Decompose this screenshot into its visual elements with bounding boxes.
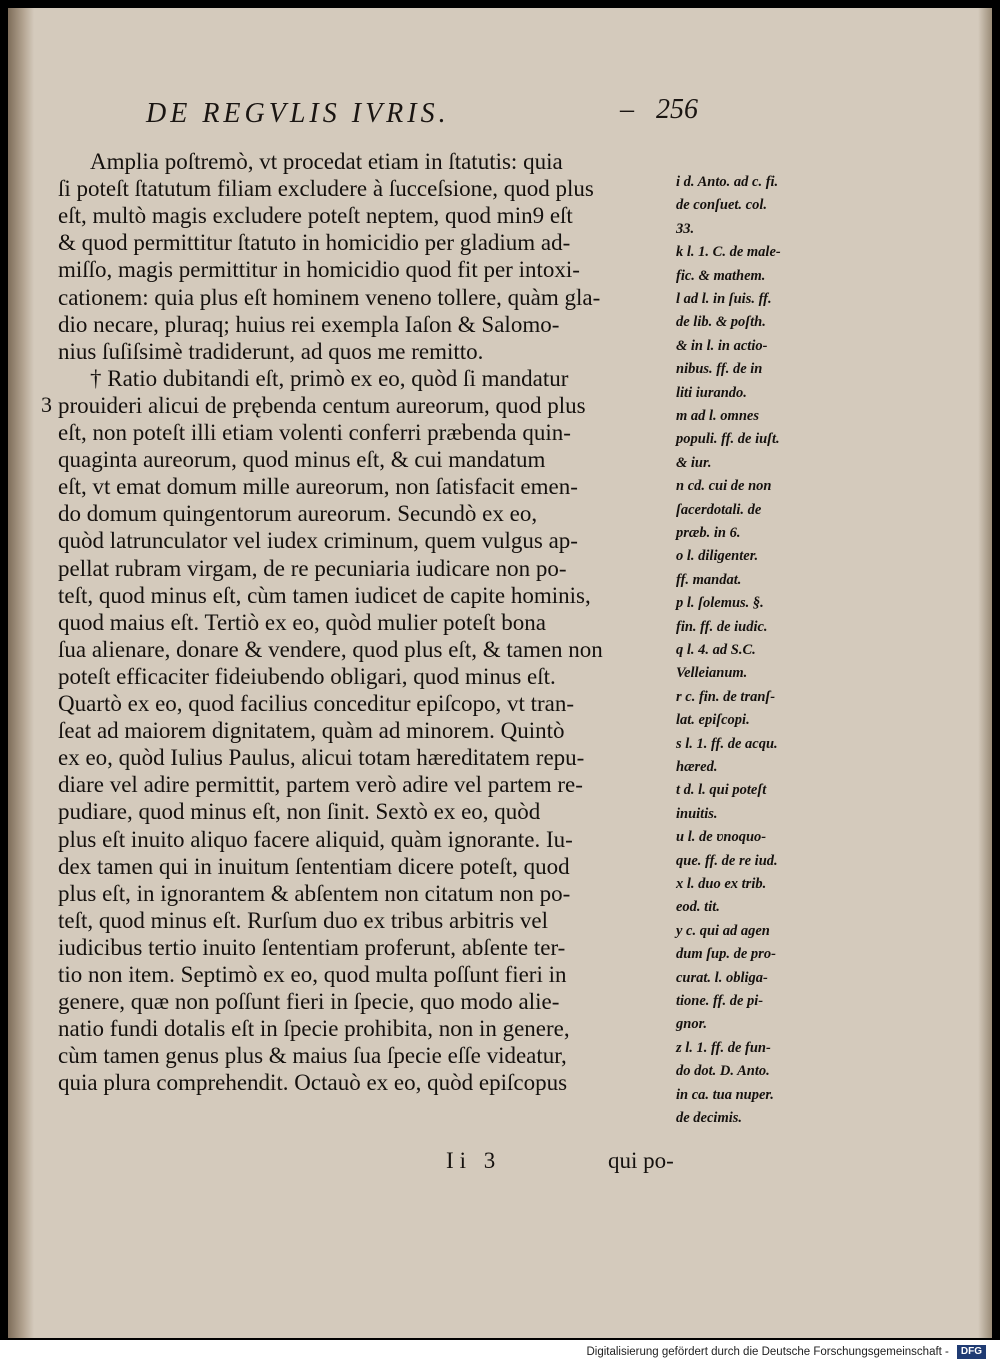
margin-note-line: inuitis. [676,805,718,822]
margin-note-line: fic. & mathem. [676,267,766,284]
margin-note-line: hæred. [676,759,718,775]
margin-note-line: curat. l. obliga- [676,969,768,986]
text-line: Amplia poſtremò, vt procedat etiam in ſtatutis: quia [90,149,563,174]
margin-note-line: eod. tit. [676,899,720,916]
margin-note-line: p l. ſolemus. §. [676,595,764,612]
margin-note-line: s l. 1. ff. de acqu. [676,735,778,752]
text-line: dio necare, pluraq; huius rei exempla Iaſon & Salomo- [58,311,560,337]
text-line: eſt, multò magis excludere poteſt neptem, quod min9 eſt [58,203,573,229]
footer-text: Digitalisierung gefördert durch die Deutsche Forschungsgemeinschaft - [586,1346,949,1358]
text-line: poteſt efficaciter fideiubendo obligari, quod minus eſt. [58,663,556,689]
text-line: quòd latrunculator vel iudex criminum, quem vulgus ap- [58,528,578,554]
footer-bar [0,1340,1000,1365]
margin-note-line: y c. qui ad agen [676,922,770,939]
margin-note-line: ff. mandat. [676,571,742,588]
margin-note-line: i d. Anto. ad c. fi. [676,174,779,190]
catchword: qui po- [608,1148,674,1173]
text-line: quod maius eſt. Tertiò ex eo, quòd mulier poteſt bona [58,609,546,635]
text-line: tio non item. Septimò ex eo, quod multa poſſunt fieri in [58,962,567,987]
margin-note-line: nibus. ff. de in [676,361,763,378]
margin-note-line: liti iurando. [676,384,747,401]
margin-note-line: in ca. tua nuper. [676,1086,774,1103]
margin-note-line: gnor. [676,1016,708,1033]
text-line: miſſo, magis permittitur in homicidio quod fit per intoxi- [58,257,580,283]
margin-note-line: 33. [676,220,695,237]
margin-note-line: r c. fin. de tranſ- [676,688,776,705]
page-number-value: 256 [656,94,698,125]
margin-note-line: & iur. [676,454,712,471]
text-line: pudiare, quod minus eſt, non ſinit. Sextò ex eo, quòd [58,799,541,825]
signature-mark: Ii 3 [446,1148,502,1173]
text-line: natio fundi dotalis eſt in ſpecie prohibita, non in genere, [58,1016,570,1042]
text-line: nius ſuſiſsimè tradiderunt, ad quos me remitto. [58,338,484,364]
margin-note-line: de lib. & poſth. [676,314,766,331]
text-line: ſua alienare, donare & vendere, quod plus eſt, & tamen non [58,636,603,662]
margin-note-line: populi. ff. de iuſt. [676,431,780,448]
margin-note-line: m ad l. omnes [676,408,759,424]
margin-note-line: de conſuet. col. [676,197,768,214]
text-line: iudicibus tertio inuito ſententiam proferunt, abſente ter- [58,934,566,960]
text-line: ſi poteſt ſtatutum filiam excludere à ſucceſsione, quod plus [58,176,594,202]
book-page [8,8,992,1338]
text-line: diare vel adire permittit, partem verò adire vel partem re- [58,772,583,798]
text-line: cùm tamen genus plus & maius ſua ſpecie eſſe videatur, [58,1043,567,1069]
text-line: prouideri alicui de prębenda centum aureorum, quod plus [58,392,586,418]
text-line: dex tamen qui in inuitum ſententiam dicere poteſt, quod [58,853,570,879]
text-line: quia plura comprehendit. Octauò ex eo, quòd epiſcopus [58,1070,568,1096]
margin-note-line: dum ſup. de pro- [676,946,776,963]
text-line: ſeat ad maiorem dignitatem, quàm ad minorem. Quintò [58,718,565,744]
margin-note-line: z l. 1. ff. de fun- [676,1039,771,1056]
margin-note-line: que. ff. de re iud. [676,852,778,869]
text-line: plus eſt, in ignorantem & abſentem non citatum non po- [58,880,571,906]
margin-note-line: præb. in 6. [676,525,741,541]
margin-note-line: l ad l. in ſuis. ff. [676,291,772,307]
margin-note-line: ſacerdotali. de [676,501,762,518]
margin-note-line: k l. 1. C. de male- [676,244,781,261]
text-line: teſt, quod minus eſt. Rurſum duo ex tribus arbitris vel [58,907,548,933]
text-line: cationem: quia plus eſt hominem veneno tollere, quàm gla- [58,284,601,310]
text-line: Quartò ex eo, quod facilius conceditur epiſcopo, vt tran- [58,691,575,716]
margin-note-line: x l. duo ex trib. [676,876,767,892]
margin-note-line: de decimis. [676,1110,743,1126]
margin-note-line: lat. epiſcopi. [676,712,750,729]
header-dash: – [620,94,634,125]
running-title: DE REGVLIS IVRIS. [146,98,450,129]
text-line: eſt, non poteſt illi etiam volenti conferri præbenda quin- [58,420,571,445]
text-line: ex eo, quòd Iulius Paulus, alicui totam hæreditatem repu- [58,745,585,771]
side-mark: 3 [41,392,52,417]
margin-note-line: Velleianum. [676,665,748,682]
text-line: † Ratio dubitandi eſt, primò ex eo, quòd ſi mandatur [90,365,569,391]
text-line: teſt, quod minus eſt, cùm tamen iudicet de capite hominis, [58,582,591,608]
text-line: quaginta aureorum, quod minus eſt, & cui mandatum [58,447,546,473]
margin-note-line: & in l. in actio- [676,337,768,354]
text-line: pellat rubram virgam, de re pecuniaria iudicare non po- [58,555,567,581]
text-line: genere, quæ non poſſunt fieri in ſpecie, quo modo alie- [58,989,560,1015]
page-number [620,94,698,126]
margin-note-line: t d. l. qui poteſt [676,782,767,799]
margin-note-line: tione. ff. de pi- [676,993,764,1009]
margin-note-line: n cd. cui de non [676,478,772,495]
margin-note-line: fin. ff. de iudic. [676,618,768,635]
margin-note-line: u l. de ʋnoquo- [676,829,767,846]
dfg-logo: DFG [957,1345,986,1359]
margin-note-line: q l. 4. ad S.C. [676,642,756,658]
text-line: plus eſt inuito aliquo facere aliquid, quàm ignorante. Iu- [58,826,573,852]
text-line: eſt, vt emat domum mille aureorum, non ſatisfacit emen- [58,474,578,500]
margin-note-line: do dot. D. Anto. [676,1063,770,1080]
margin-note-line: o l. diligenter. [676,548,759,565]
text-line: & quod permittitur ſtatuto in homicidio per gladium ad- [58,230,571,256]
text-line: do domum quingentorum aureorum. Secundò ex eo, [58,501,538,527]
